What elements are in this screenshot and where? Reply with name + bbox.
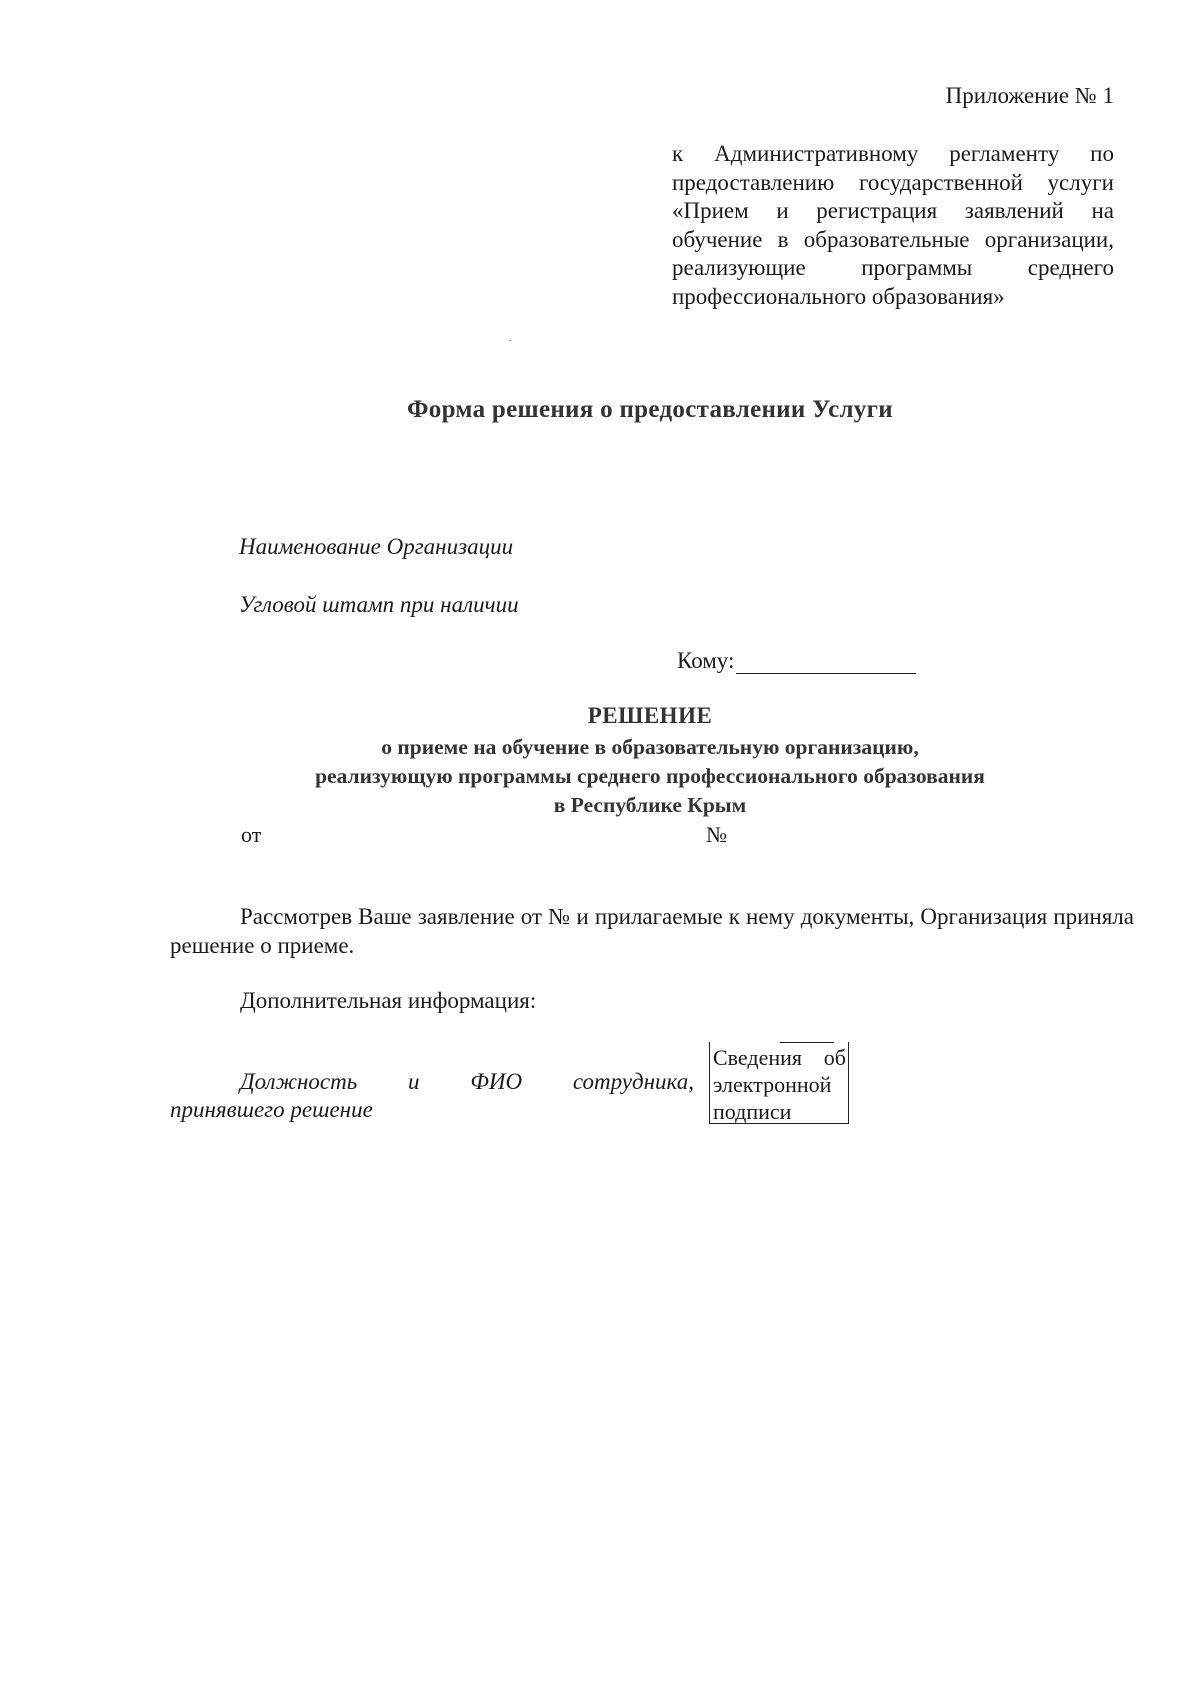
corner-stamp-placeholder: Угловой штамп при наличии — [239, 592, 519, 617]
signer-word-employee: сотрудника, — [572, 1069, 694, 1094]
scan-artifact — [509, 340, 511, 341]
decision-date-label: от — [241, 822, 262, 847]
decision-subtitle-line-1: о приеме на обучение в образовательную организацию, — [381, 735, 919, 759]
additional-info-label: Дополнительная информация: — [240, 988, 537, 1013]
electronic-signature-box — [709, 1042, 849, 1124]
decision-subtitle-line-3: в Республике Крым — [553, 793, 747, 817]
decision-title: РЕШЕНИЕ — [587, 703, 713, 728]
esign-word-about: об — [823, 1045, 846, 1070]
decision-body-text: Рассмотрев Ваше заявление от № и прилагаемые к нему документы, Организация приняла решение о приеме. — [170, 904, 1134, 958]
recipient-label: Кому: — [677, 648, 735, 673]
appendix-reference: к Административному регламенту по предоставлению государственной услуги «Прием и регистрация заявлений на обучение в образовательные организации, реализующие программы среднего профессионального образования» — [672, 141, 1114, 309]
esign-line-1 — [713, 1044, 846, 1071]
signer-word-fio: ФИО — [470, 1069, 523, 1094]
esign-line-2: электронной — [713, 1072, 832, 1097]
signer-word-position: Должность — [240, 1069, 358, 1094]
decision-subtitle — [0, 733, 1200, 820]
signer-word-and: и — [408, 1069, 420, 1094]
signer-line-1 — [170, 1068, 694, 1096]
esign-line-3: подписи — [713, 1099, 792, 1124]
organization-name-placeholder: Наименование Организации — [239, 534, 514, 559]
decision-number-label: № — [706, 822, 727, 847]
recipient-blank-line — [736, 651, 916, 674]
appendix-number: Приложение № 1 — [945, 83, 1114, 108]
form-title: Форма решения о предоставлении Услуги — [407, 396, 893, 423]
signer-position-block — [170, 1068, 694, 1124]
decision-body-paragraph — [170, 902, 1134, 960]
decision-subtitle-line-2: реализующую программы среднего профессионального образования — [315, 764, 985, 788]
recipient-row — [677, 648, 916, 674]
esign-word-info: Сведения — [713, 1045, 803, 1070]
signer-line-2: принявшего решение — [170, 1097, 373, 1122]
